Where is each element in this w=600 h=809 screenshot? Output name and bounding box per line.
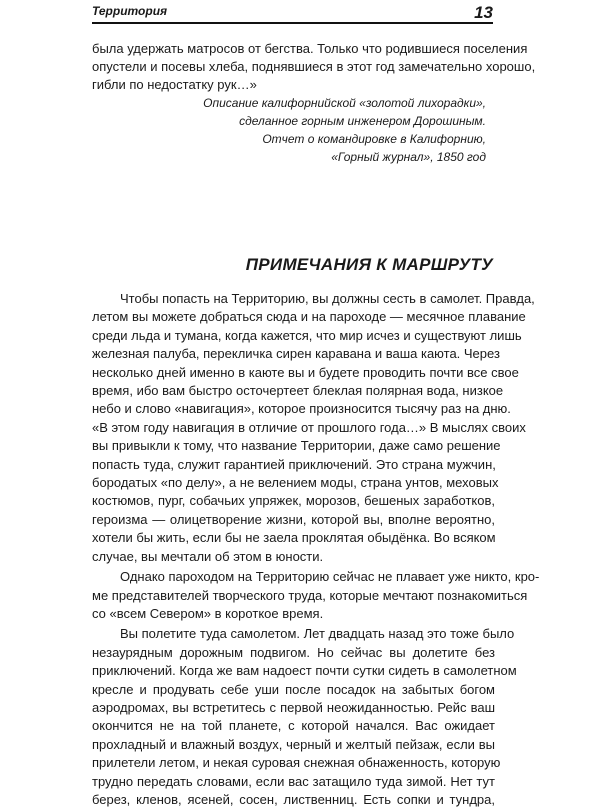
section-heading: ПРИМЕЧАНИЯ К МАРШРУТУ [245, 255, 493, 274]
text-line: прохладный и влажный воздух, черный и желтый пейзаж, если вы [92, 736, 495, 752]
epigraph-line: гибли по недостатку рук…» [92, 77, 257, 92]
text-line: окончится не на той планете, с которой начался. Вас ожидает [92, 718, 495, 734]
epigraph-line: опустели и посевы хлеба, поднявшиеся в этот год замечательно хорошо, [92, 59, 536, 74]
text-line: ме представителей творческого труда, которые мечтают познакомиться [92, 587, 528, 603]
text-line: со «всем Севером» в короткое время. [92, 605, 324, 621]
source-line: Описание калифорнийской «золотой лихорадки», [203, 96, 486, 110]
text-line: время, ибо вам быстро осточертеет блеклая полярная вода, низкое [92, 383, 504, 399]
text-line: вы привыкли к тому, что название Территории, даже само решение [92, 438, 501, 454]
source-line: «Горный журнал», 1850 год [331, 150, 486, 164]
text-line: трудно передать словами, если вас затащило туда зимой. Нет тут [92, 773, 495, 789]
text-line: Чтобы попасть на Территорию, вы должны сесть в самолет. Правда, [120, 291, 535, 306]
text-line: героизма — олицетворение жизни, которой вы, вполне вероятно, [92, 511, 495, 527]
text-line: приключений. Когда же вам надоест почти сутки сидеть в самолетном [92, 663, 517, 679]
text-line: железная палуба, перекличка сирен каравана и ваша каюта. Через [92, 346, 500, 362]
text-line: прилетели летом, и некая суровая снежная обнаженность, которую [92, 755, 501, 771]
text-line: незаурядным дорожным подвигом. Но сейчас вы долетите без [92, 644, 495, 660]
text-line: Однако пароходом на Территорию сейчас не плавает уже никто, кро- [120, 569, 540, 585]
text-line: несколько дней именно в каюте вы и будете проводить почти все свое [92, 364, 519, 380]
text-line: бородатых «по делу», а не велением моды, страна унтов, меховых [92, 475, 499, 491]
text-line: аэродромах, вы встретитесь с первой неожиданностью. Рейс ваш [92, 699, 495, 715]
paragraph [92, 290, 535, 566]
running-head [92, 3, 493, 24]
running-head-title: Территория [92, 4, 168, 18]
text-line: кресле и продувать себе уши после посадок на забытых богом [92, 681, 495, 697]
text-line: попасть туда, служит гарантией приключений. Это страна мужчин, [92, 456, 496, 472]
paragraph [92, 568, 540, 623]
paragraph [92, 625, 517, 809]
text-line: «В этом году навигация в отличие от прошлого года…» В мыслях своих [92, 419, 526, 435]
page-number: 13 [474, 3, 493, 22]
text-line: хотели бы жить, если бы не заела проклятая обыдёнка. Во всяком [92, 530, 496, 546]
text-line: небо и слово «навигация», которое произносится тысячу раз на дню. [92, 401, 511, 417]
text-line: среди льда и тумана, когда кажется, что мир исчез и существуют лишь [92, 327, 522, 343]
epigraph-source [203, 94, 486, 166]
source-line: Отчет о командировке в Калифорнию, [262, 132, 486, 146]
epigraph-quote [92, 40, 536, 94]
text-line: костюмов, пург, собачьих упряжек, морозов, бешеных заработков, [92, 493, 495, 509]
text-line: берез, кленов, ясеней, сосен, лиственниц. Есть сопки и тундра, [92, 791, 495, 807]
text-line: Вы полетите туда самолетом. Лет двадцать назад это тоже было [120, 626, 515, 642]
text-line: летом вы можете добраться сюда и на пароходе — месячное плавание [92, 309, 526, 325]
text-line: случае, вы мечтали об этом в юности. [92, 548, 324, 564]
epigraph-line: была удержать матросов от бегства. Только что родившиеся поселения [92, 41, 528, 56]
body-text [92, 290, 540, 809]
source-line: сделанное горным инженером Дорошиным. [239, 114, 486, 128]
